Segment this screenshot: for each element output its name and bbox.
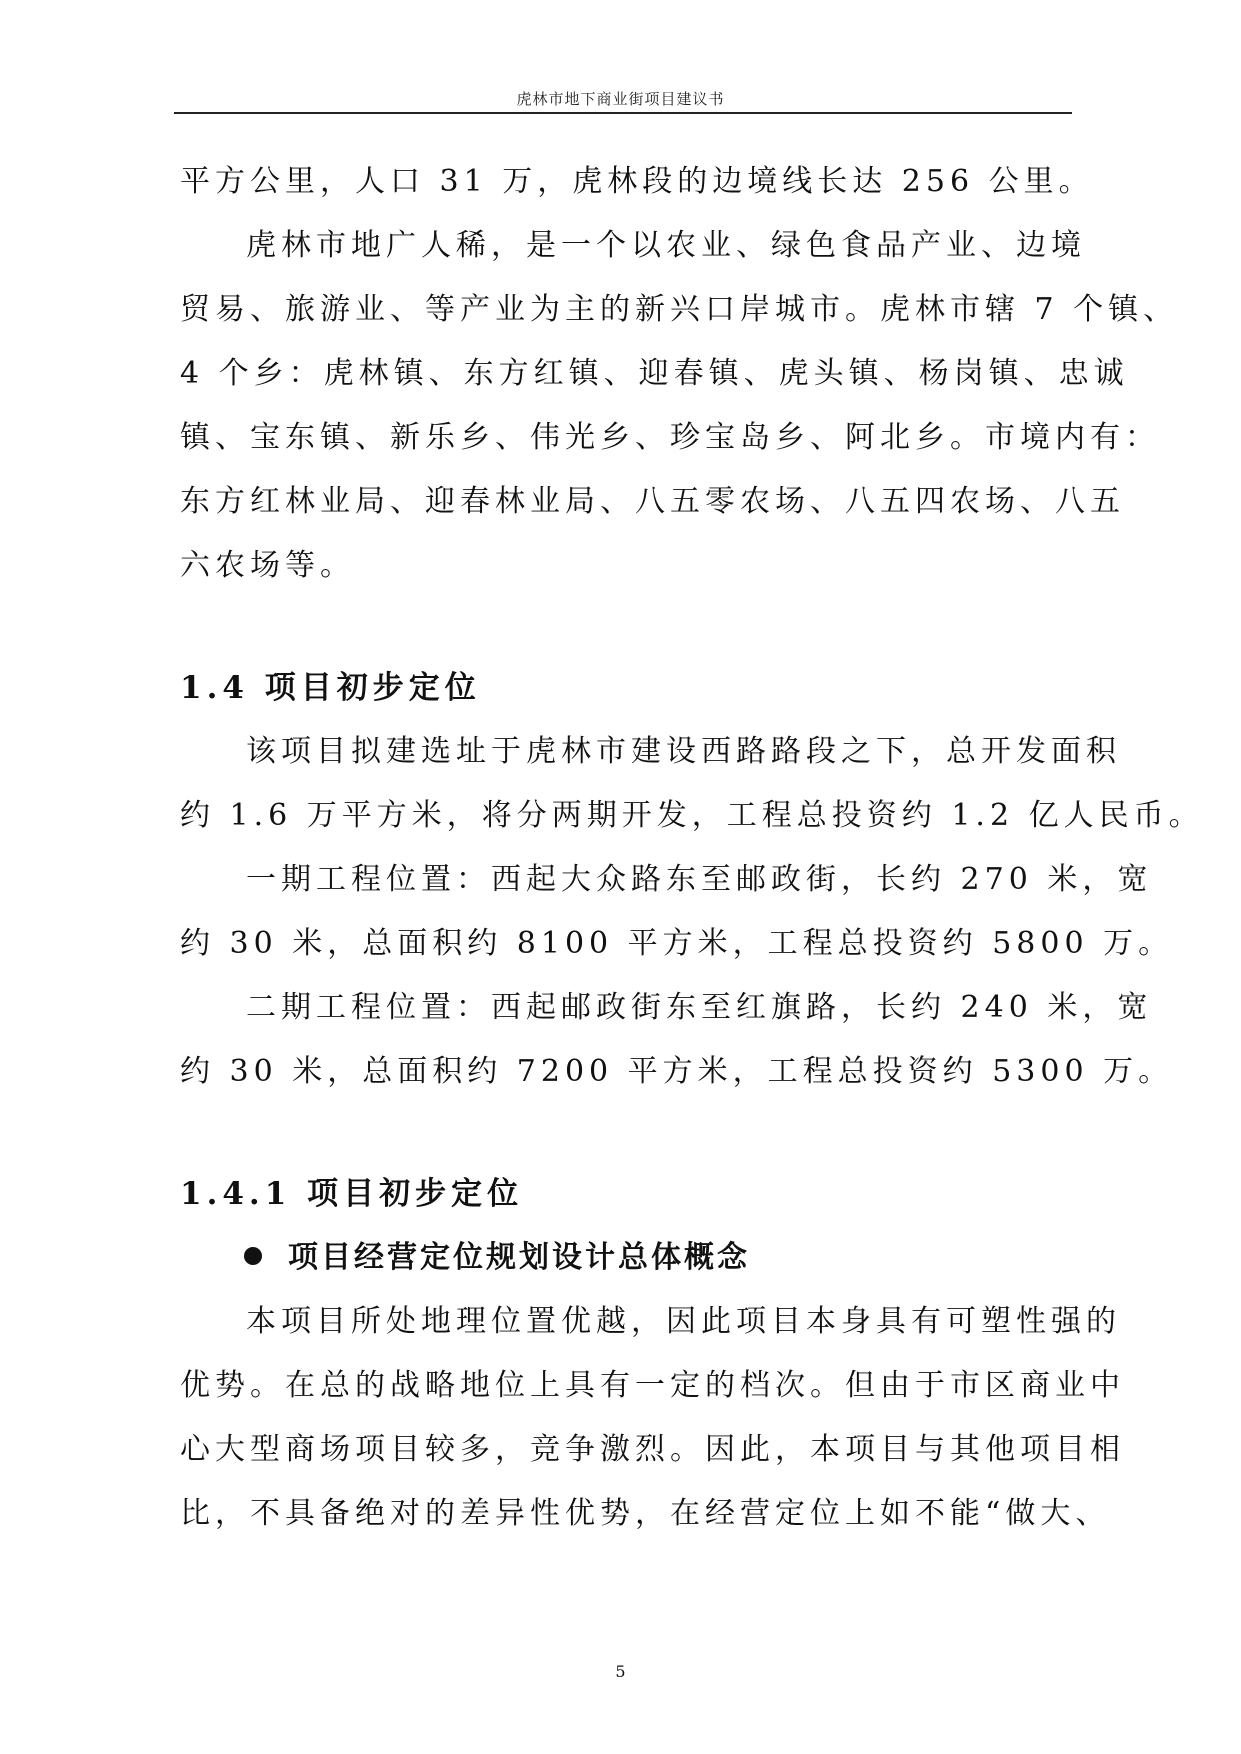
paragraph-positioning [180, 1290, 1125, 1546]
text-line: 4 个乡：虎林镇、东方红镇、迎春镇、虎头镇、杨岗镇、忠诚 [180, 356, 1129, 391]
bullet-text: 项目经营定位规划设计总体概念 [288, 1240, 750, 1275]
text-line: 比，不具备绝对的差异性优势，在经营定位上如不能“做大、 [180, 1496, 1111, 1531]
text-line: 约 1.6 万平方米，将分两期开发，工程总投资约 1.2 亿人民币。 [180, 798, 1204, 833]
paragraph-phase-one [180, 848, 1174, 976]
text-line: 平方公里，人口 31 万，虎林段的边境线长达 256 公里。 [180, 164, 1094, 199]
text-line: 六农场等。 [180, 548, 355, 583]
paragraph-city-overview [180, 214, 1179, 598]
text-line: 心大型商场项目较多，竞争激烈。因此，本项目与其他项目相 [180, 1432, 1125, 1467]
section-heading-1-4-1: 1.4.1 项目初步定位 [180, 1176, 524, 1212]
text-line: 二期工程位置：西起邮政街东至红旗路，长约 240 米，宽 [246, 990, 1153, 1025]
section-heading-1-4: 1.4 项目初步定位 [180, 670, 481, 706]
text-line: 贸易、旅游业、等产业为主的新兴口岸城市。虎林市辖 7 个镇、 [180, 292, 1179, 327]
text-line: 该项目拟建选址于虎林市建设西路路段之下，总开发面积 [246, 734, 1121, 769]
text-line: 优势。在总的战略地位上具有一定的档次。但由于市区商业中 [180, 1368, 1125, 1403]
paragraph-phase-two [180, 976, 1174, 1104]
header-divider [174, 112, 1072, 114]
running-header-title: 虎林市地下商业街项目建议书 [516, 90, 725, 108]
text-line: 一期工程位置：西起大众路东至邮政街，长约 270 米，宽 [246, 862, 1153, 897]
text-line: 本项目所处地理位置优越，因此项目本身具有可塑性强的 [246, 1304, 1121, 1339]
paragraph-site-selection [180, 720, 1204, 848]
text-line: 镇、宝东镇、新乐乡、伟光乡、珍宝岛乡、阿北乡。市境内有： [180, 420, 1160, 455]
page-number: 5 [615, 1662, 626, 1681]
page-body [180, 150, 1204, 1546]
text-line: 约 30 米，总面积约 8100 平方米，工程总投资约 5800 万。 [180, 926, 1174, 961]
text-line: 虎林市地广人稀，是一个以农业、绿色食品产业、边境 [246, 228, 1086, 263]
bullet-dot-icon [244, 1247, 262, 1265]
text-line: 东方红林业局、迎春林业局、八五零农场、八五四农场、八五 [180, 484, 1125, 519]
bullet-item [180, 1226, 1066, 1290]
text-line: 约 30 米，总面积约 7200 平方米，工程总投资约 5300 万。 [180, 1054, 1174, 1089]
paragraph-area-population [180, 150, 1094, 214]
